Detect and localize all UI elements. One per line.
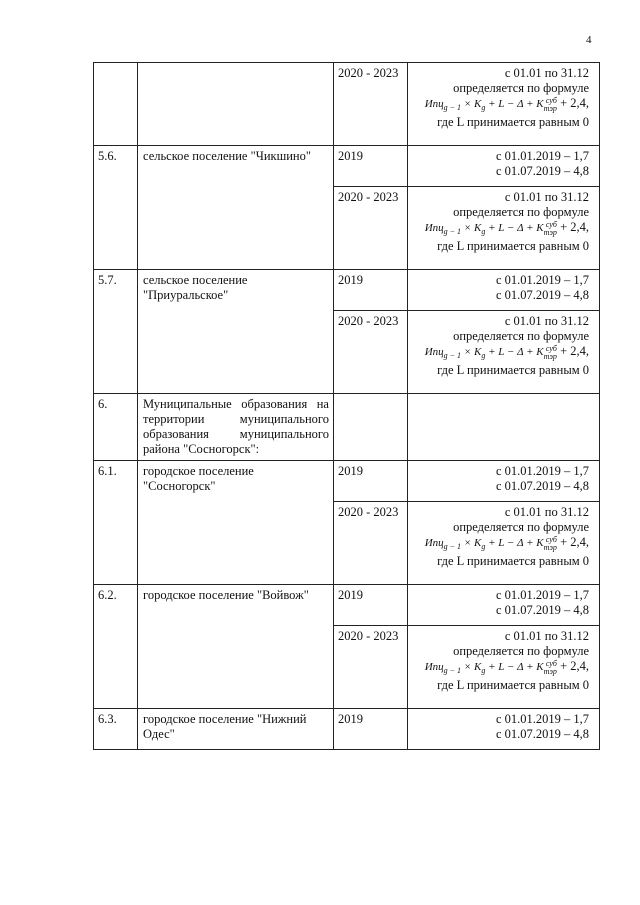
rate-cell bbox=[408, 270, 600, 311]
row-period: 2019 bbox=[334, 146, 408, 187]
rate-line: с 01.01.2019 – 1,7 bbox=[495, 149, 589, 163]
table-row bbox=[94, 146, 600, 187]
formula-intro: с 01.01 по 31.12 bbox=[504, 66, 589, 80]
formula-line: определяется по формуле bbox=[453, 329, 589, 343]
rate-cell bbox=[408, 585, 600, 626]
row-period: 2019 bbox=[334, 585, 408, 626]
table-row bbox=[94, 63, 600, 146]
rate-line: с 01.07.2019 – 4,8 bbox=[495, 288, 589, 302]
formula-math bbox=[425, 536, 557, 554]
rate-cell bbox=[408, 146, 600, 187]
formula-part: × K bbox=[461, 661, 482, 673]
formula-part: Ипц bbox=[424, 661, 444, 673]
row-number: 6.1. bbox=[94, 461, 138, 585]
formula-sub: тэр bbox=[543, 228, 557, 237]
formula-sup: суб bbox=[545, 96, 557, 105]
formula-part: Ипц bbox=[424, 537, 444, 549]
formula-tail: + 2,4, bbox=[556, 659, 589, 673]
formula-tail: + 2,4, bbox=[556, 220, 589, 234]
formula-sup: суб bbox=[545, 659, 557, 668]
formula-sub: g − 1 bbox=[443, 103, 462, 112]
formula-part: × K bbox=[461, 222, 482, 234]
formula-part: Ипц bbox=[424, 346, 444, 358]
page-number: 4 bbox=[586, 34, 592, 46]
formula-part: Ипц bbox=[424, 98, 444, 110]
formula-part: Ипц bbox=[424, 222, 444, 234]
formula-part: + L − Δ + K bbox=[485, 346, 544, 358]
formula-note: где L принимается равным 0 bbox=[437, 678, 589, 692]
formula-sup: суб bbox=[545, 535, 557, 544]
rate-cell bbox=[408, 461, 600, 502]
rate-line: с 01.07.2019 – 4,8 bbox=[495, 727, 589, 741]
formula-supsub bbox=[544, 345, 557, 361]
formula-tail: + 2,4, bbox=[556, 96, 589, 110]
table-row bbox=[94, 709, 600, 750]
formula-math bbox=[425, 660, 557, 678]
row-name: сельское поселение "Чикшино" bbox=[138, 146, 334, 270]
formula-sub: тэр bbox=[543, 543, 557, 552]
formula-supsub bbox=[544, 660, 557, 676]
formula-part: × K bbox=[461, 537, 482, 549]
formula-line: определяется по формуле bbox=[453, 644, 589, 658]
row-name: сельское поселение "Приуральское" bbox=[138, 270, 334, 394]
formula-line: определяется по формуле bbox=[453, 205, 589, 219]
formula-line: определяется по формуле bbox=[453, 81, 589, 95]
formula-tail: + 2,4, bbox=[556, 535, 589, 549]
formula-sub: g − 1 bbox=[443, 542, 462, 551]
rate-line: с 01.01.2019 – 1,7 bbox=[495, 464, 589, 478]
row-period: 2019 bbox=[334, 270, 408, 311]
formula-sub: тэр bbox=[543, 104, 557, 113]
formula-sub: g − 1 bbox=[443, 351, 462, 360]
formula-supsub bbox=[544, 97, 557, 113]
row-number: 5.7. bbox=[94, 270, 138, 394]
formula-sub: g bbox=[481, 542, 486, 551]
formula-sub: g bbox=[481, 227, 486, 236]
rate-cell bbox=[408, 187, 600, 270]
table-row bbox=[94, 394, 600, 461]
row-period: 2020 - 2023 bbox=[334, 502, 408, 585]
row-period bbox=[334, 394, 408, 461]
formula-part: + L − Δ + K bbox=[485, 222, 544, 234]
formula-note: где L принимается равным 0 bbox=[437, 239, 589, 253]
formula-math bbox=[425, 345, 557, 363]
formula-sub: g bbox=[481, 103, 486, 112]
formula-tail: + 2,4, bbox=[556, 344, 589, 358]
rate-cell bbox=[408, 626, 600, 709]
formula-sub: тэр bbox=[543, 352, 557, 361]
row-name: городское поселение "Сосногорск" bbox=[138, 461, 334, 585]
rate-cell bbox=[408, 311, 600, 394]
formula-supsub bbox=[544, 221, 557, 237]
formula-part: × K bbox=[461, 346, 482, 358]
formula-line: определяется по формуле bbox=[453, 520, 589, 534]
row-name: городское поселение "Войвож" bbox=[138, 585, 334, 709]
formula-sub: g bbox=[481, 351, 486, 360]
row-number: 5.6. bbox=[94, 146, 138, 270]
row-name: Муниципальные образования на территории муниципального образования муниципального района "Сосногорск": bbox=[138, 394, 334, 461]
formula-part: × K bbox=[461, 98, 482, 110]
table-row bbox=[94, 585, 600, 626]
formula-expression bbox=[412, 220, 589, 239]
formula-intro: с 01.01 по 31.12 bbox=[504, 629, 589, 643]
rate-line: с 01.01.2019 – 1,7 bbox=[495, 712, 589, 726]
formula-sub: g − 1 bbox=[443, 227, 462, 236]
rate-cell bbox=[408, 709, 600, 750]
table-row bbox=[94, 461, 600, 502]
formula-note: где L принимается равным 0 bbox=[437, 554, 589, 568]
formula-note: где L принимается равным 0 bbox=[437, 363, 589, 377]
row-number: 6.3. bbox=[94, 709, 138, 750]
formula-expression bbox=[412, 344, 589, 363]
tariff-table bbox=[93, 62, 600, 750]
formula-expression bbox=[412, 535, 589, 554]
row-period: 2019 bbox=[334, 709, 408, 750]
row-name: городское поселение "Нижний Одес" bbox=[138, 709, 334, 750]
formula-expression bbox=[412, 96, 589, 115]
rate-line: с 01.01.2019 – 1,7 bbox=[495, 273, 589, 287]
rate-line: с 01.07.2019 – 4,8 bbox=[495, 164, 589, 178]
rate-line: с 01.07.2019 – 4,8 bbox=[495, 479, 589, 493]
row-period: 2020 - 2023 bbox=[334, 187, 408, 270]
rate-cell bbox=[408, 502, 600, 585]
row-number: 6. bbox=[94, 394, 138, 461]
row-number bbox=[94, 63, 138, 146]
row-period: 2019 bbox=[334, 461, 408, 502]
rate-cell bbox=[408, 63, 600, 146]
formula-supsub bbox=[544, 536, 557, 552]
rate-cell bbox=[408, 394, 600, 461]
formula-math bbox=[425, 221, 557, 239]
formula-part: + L − Δ + K bbox=[485, 537, 544, 549]
table-row bbox=[94, 270, 600, 311]
row-period: 2020 - 2023 bbox=[334, 311, 408, 394]
row-number: 6.2. bbox=[94, 585, 138, 709]
row-period: 2020 - 2023 bbox=[334, 63, 408, 146]
formula-expression bbox=[412, 659, 589, 678]
formula-part: + L − Δ + K bbox=[485, 98, 544, 110]
formula-intro: с 01.01 по 31.12 bbox=[504, 505, 589, 519]
formula-math bbox=[425, 97, 557, 115]
row-name bbox=[138, 63, 334, 146]
formula-sup: суб bbox=[545, 344, 557, 353]
formula-sub: g bbox=[481, 666, 486, 675]
rate-line: с 01.07.2019 – 4,8 bbox=[495, 603, 589, 617]
formula-sub: тэр bbox=[543, 667, 557, 676]
formula-sup: суб bbox=[545, 220, 557, 229]
formula-sub: g − 1 bbox=[443, 666, 462, 675]
rate-line: с 01.01.2019 – 1,7 bbox=[495, 588, 589, 602]
formula-note: где L принимается равным 0 bbox=[437, 115, 589, 129]
formula-intro: с 01.01 по 31.12 bbox=[504, 190, 589, 204]
row-period: 2020 - 2023 bbox=[334, 626, 408, 709]
formula-part: + L − Δ + K bbox=[485, 661, 544, 673]
formula-intro: с 01.01 по 31.12 bbox=[504, 314, 589, 328]
